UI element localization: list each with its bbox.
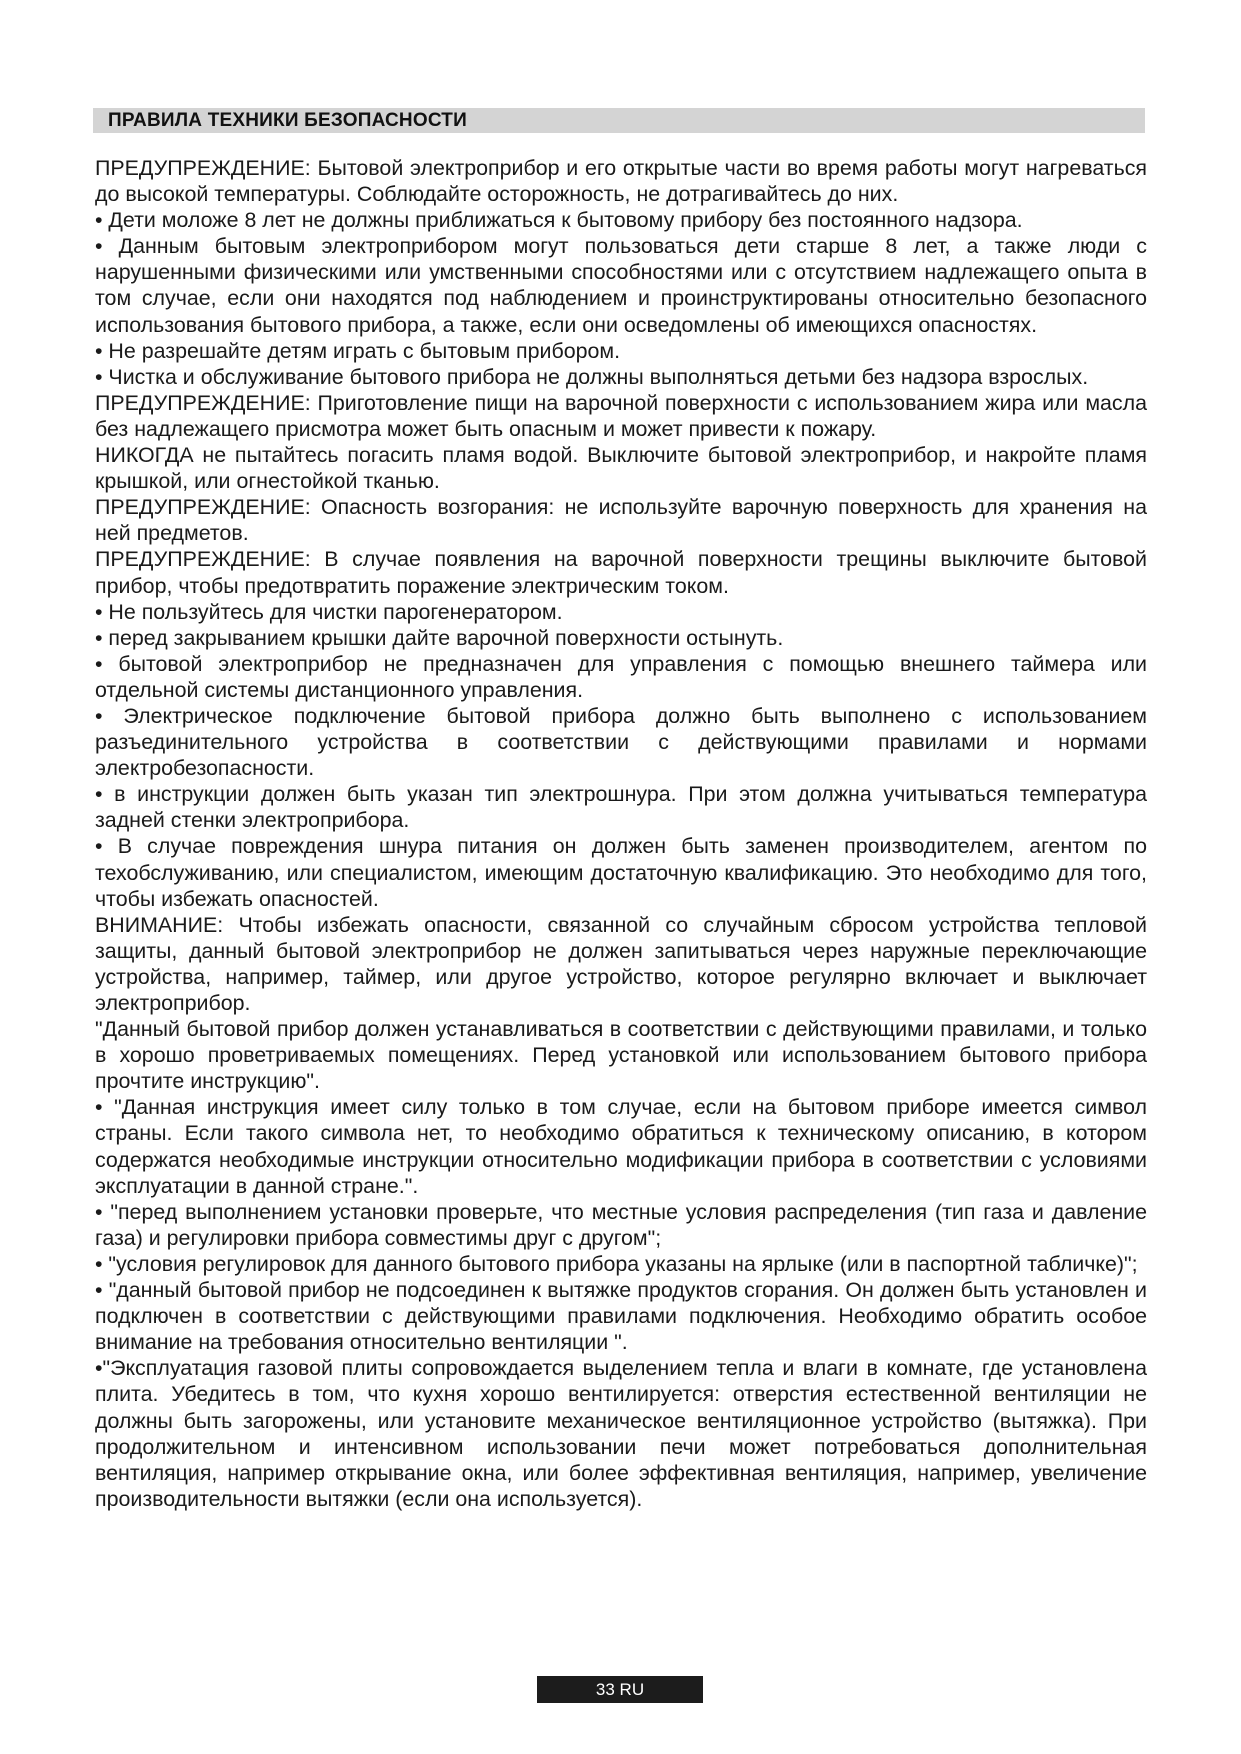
- paragraph: • Электрическое подключение бытовой прибора должно быть выполнено с использованием разъединительного устройства в соответствии с действующими правилами и нормами электробезопасности.: [95, 703, 1147, 781]
- paragraph: • "данный бытовой прибор не подсоединен к вытяжке продуктов сгорания. Он должен быть установлен и подключен в соответствии с действующими правилами подключения. Необходимо обратить особое внимание на требования относительно вентиляции ".: [95, 1278, 1147, 1355]
- section-header-bar: [93, 108, 1145, 133]
- paragraph: • "перед выполнением установки проверьте, что местные условия распределения (тип газа и давление газа) и регулировки прибора совместимы друг с другом";: [95, 1199, 1147, 1250]
- paragraph: • "условия регулировок для данного бытового прибора указаны на ярлыке (или в паспортной табличке)";: [95, 1251, 1138, 1276]
- paragraph: • Дети моложе 8 лет не должны приближаться к бытовому прибору без постоянного надзора.: [95, 208, 1023, 233]
- paragraph: • бытовой электроприбор не предназначен для управления с помощью внешнего таймера или отдельной системы дистанционного управления.: [95, 651, 1147, 702]
- paragraph: НИКОГДА не пытайтесь погасить пламя водой. Выключите бытовой электроприбор, и накройте пламя крышкой, или огнестойкой тканью.: [95, 443, 1147, 494]
- section-title: ПРАВИЛА ТЕХНИКИ БЕЗОПАСНОСТИ: [108, 110, 467, 131]
- paragraph: • Чистка и обслуживание бытового прибора не должны выполняться детьми без надзора взрослых.: [95, 364, 1089, 389]
- safety-rules-body: [95, 155, 1147, 1512]
- paragraph: • Не разрешайте детям играть с бытовым прибором.: [95, 338, 621, 363]
- paragraph: ПРЕДУПРЕЖДЕНИЕ: Приготовление пищи на варочной поверхности с использованием жира или масла без надлежащего присмотра может быть опасным и может привести к пожару.: [95, 390, 1147, 441]
- paragraph: "Данный бытовой прибор должен устанавливаться в соответствии с действующими правилами, и только в хорошо проветриваемых помещениях. Перед установкой или использованием бытового прибора прочтите инструкцию".: [95, 1017, 1147, 1094]
- paragraph: ПРЕДУПРЕЖДЕНИЕ: Бытовой электроприбор и его открытые части во время работы могут нагреваться до высокой температуры. Соблюдайте осторожность, не дотрагивайтесь до них.: [95, 156, 1147, 207]
- paragraph: • перед закрыванием крышки дайте варочной поверхности остынуть.: [95, 625, 784, 650]
- paragraph: ВНИМАНИЕ: Чтобы избежать опасности, связанной со случайным сбросом устройства тепловой защиты, данный бытовой электроприбор не должен запитываться через наружные переключающие устройства, например, таймер, или другое устройство, которое регулярно включает и выключает электроприбор.: [95, 912, 1147, 1015]
- paragraph: • "Данная инструкция имеет силу только в том случае, если на бытовом приборе имеется символ страны. Если такого символа нет, то необходимо обратиться к техническому описанию, в котором содержатся необходимые инструкции относительно модификации прибора в соответствии с условиями эксплуатации в данной стране.".: [95, 1095, 1147, 1198]
- paragraph: • Данным бытовым электроприбором могут пользоваться дети старше 8 лет, а также люди с нарушенными физическими или умственными способностями или с отсутствием надлежащего опыта в том случае, если они находятся под наблюдением и проинструктированы относительно безопасного использования бытового прибора, а также, если они осведомлены об имеющихся опасностях.: [95, 234, 1147, 337]
- paragraph: • в инструкции должен быть указан тип электрошнура. При этом должна учитываться температура задней стенки электроприбора.: [95, 782, 1147, 833]
- page-number-badge: 33 RU: [537, 1676, 703, 1703]
- paragraph: • В случае повреждения шнура питания он должен быть заменен производителем, агентом по техобслуживанию, или специалистом, имеющим достаточную квалификацию. Это необходимо для того, чтобы избежать опасностей.: [95, 834, 1147, 911]
- paragraph: ПРЕДУПРЕЖДЕНИЕ: Опасность возгорания: не используйте варочную поверхность для хранения на ней предметов.: [95, 495, 1147, 546]
- paragraph: •"Эксплуатация газовой плиты сопровождается выделением тепла и влаги в комнате, где установлена плита. Убедитесь в том, что кухня хорошо вентилируется: отверстия естественной вентиляции не должны быть загорожены, или установите механическое вентиляционное устройство (вытяжка). При продолжительном и интенсивном использовании печи может потребоваться дополнительная вентиляция, например открывание окна, или более эффективная вентиляция, например, увеличение производительности вытяжки (если она используется).: [95, 1356, 1147, 1511]
- paragraph: ПРЕДУПРЕЖДЕНИЕ: В случае появления на варочной поверхности трещины выключите бытовой прибор, чтобы предотвратить поражение электрическим током.: [95, 547, 1147, 598]
- paragraph: • Не пользуйтесь для чистки парогенератором.: [95, 599, 563, 624]
